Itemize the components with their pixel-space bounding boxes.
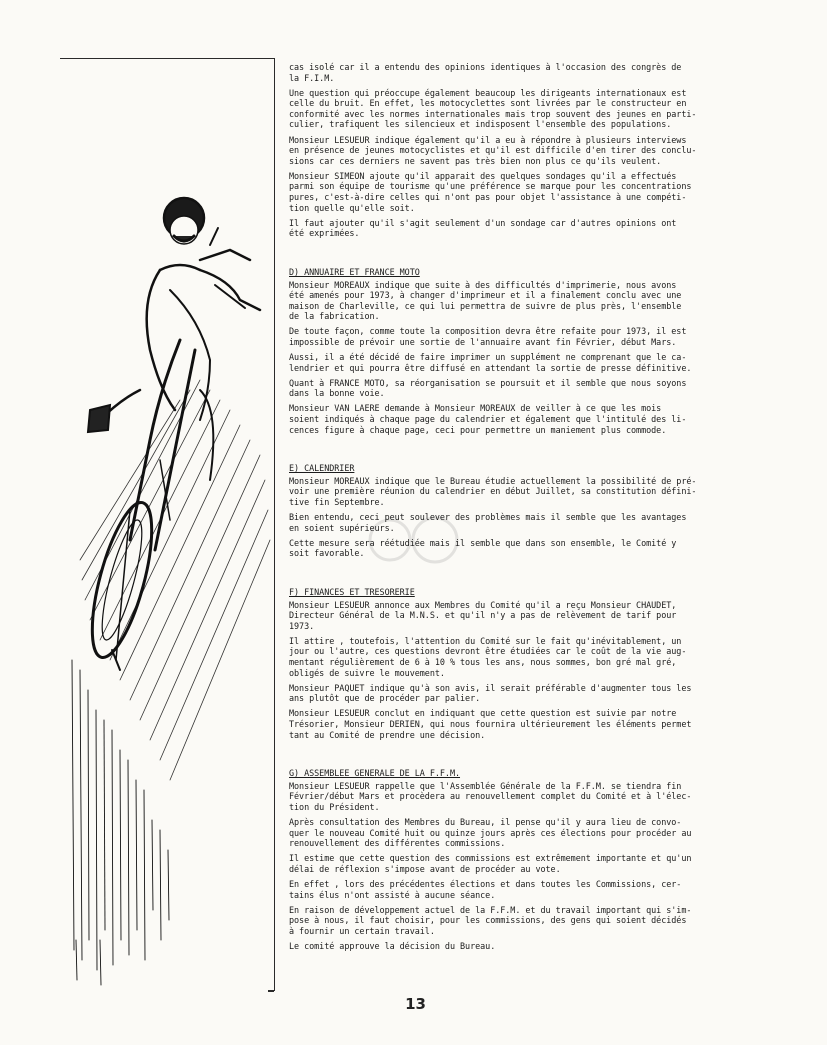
section-paragraph: En raison de développement actuel de la F.F.M. et du travail important qui s'im- pose à nous, il faut choisir, pour les commissions, des gens qui soient décidés à fournir un certain travail.	[289, 904, 692, 936]
section-paragraph: En effet , lors des précédentes élections et dans toutes les Commissions, cer- tains élus n'ont assisté à aucune séance.	[289, 879, 682, 900]
intro-paragraph: Il faut ajouter qu'il s'agit seulement d'un sondage car d'autres opinions ont été exprimées.	[289, 217, 677, 239]
section-paragraph: Monsieur VAN LAERE demande à Monsieur MOREAUX de veiller à ce que les mois soient indiqués à chaque page du calendrier et également que l'intitulé des li- cences figure à chaque page, ceci pour permettre un maniement plus commode.	[289, 403, 687, 435]
section-paragraph: Monsieur LESUEUR annonce aux Membres du Comité qu'il a reçu Monsieur CHAUDET, Directeur Général de la M.N.S. et qu'il n'y a pas de relèvement de tarif pour 1973.	[289, 599, 677, 631]
section-paragraph: Monsieur LESUEUR rappelle que l'Assemblée Générale de la F.F.M. se tiendra fin Février/début Mars et procèdera au renouvellement complet du Comité et à l'élec- tion du Président.	[289, 780, 692, 812]
section-paragraph: Monsieur MOREAUX indique que suite à des difficultés d'imprimerie, nous avons été amenés pour 1973, à changer d'imprimeur et il a finalement conclu avec une maison de Charleville, ce qui lui permettra de suivre de plus près, l'ensemble de la fabrication.	[289, 279, 682, 322]
text-column	[289, 62, 769, 956]
motorcyclist-illustration	[60, 60, 274, 990]
intro-paragraph: Monsieur LESUEUR indique également qu'il a eu à répondre à plusieurs interviews en présence de jeunes motocyclistes et qu'il est difficile d'en tirer des conclu- sions car ces derniers ne savent pas très bien non plus ce qu'ils veulent.	[289, 134, 697, 166]
section-paragraph: Bien entendu, ceci peut soulever des problèmes mais il semble que les avantages en soient supérieurs.	[289, 512, 687, 533]
section-paragraph: Monsieur PAQUET indique qu'à son avis, il serait préférable d'augmenter tous les ans plutôt que de procéder par palier.	[289, 682, 692, 704]
section-paragraph: Il attire , toutefois, l'attention du Comité sur le fait qu'inévitablement, un jour ou l'autre, ces questions devront être étudiées car le coût de la vie aug- mentant régulièrement de 6 à 10 % tous les ans, nous sommes, bon gré mal gré, obligés de suivre le mouvement.	[289, 635, 687, 678]
section-paragraph: Après consultation des Membres du Bureau, il pense qu'il y aura lieu de convo- quer le nouveau Comité huit ou quinze jours après ces élections pour procéder au renouvellement des différentes commissions.	[289, 817, 692, 849]
section-heading-annuaire: D) ANNUAIRE ET FRANCE MOTO	[289, 266, 420, 277]
section-paragraph: Monsieur MOREAUX indique que le Bureau étudie actuellement la possibilité de pré- voir une première réunion du calendrier en début Juillet, sa constitution défini- tive fin Septembre.	[289, 475, 697, 507]
intro-paragraph: cas isolé car il a entendu des opinions identiques à l'occasion des congrès de la F.I.M.	[289, 62, 682, 83]
intro-paragraph: Une question qui préoccupe également beaucoup les dirigeants internationaux est celle du bruit. En effet, les motocyclettes sont livrées par le constructeur en conformité avec les normes internationales mais trop souvent des jeunes en parti- culier, trafiquent les silencieux et indisposent l'ensemble des populations.	[289, 87, 697, 130]
section-heading-calendrier: E) CALENDRIER	[289, 463, 355, 474]
section-paragraph: Cette mesure sera réétudiée mais il semble que dans son ensemble, le Comité y soit favorable.	[289, 537, 677, 559]
intro-paragraph: Monsieur SIMEON ajoute qu'il apparait des quelques sondages qu'il a effectués parmi son équipe de tourisme qu'une préférence se marque pour les concentrations pures, c'est-à-dire celles qui n'ont pas pour objet l'assistance à une compéti- tion quelle qu'elle soit.	[289, 170, 692, 213]
section-paragraph: De toute façon, comme toute la composition devra être refaite pour 1973, il est impossible de prévoir une sortie de l'annuaire avant fin Février, début Mars.	[289, 326, 687, 347]
section-paragraph: Monsieur LESUEUR conclut en indiquant que cette question est suivie par notre Trésorier, Monsieur DERIEN, qui nous fournira ultérieurement les éléments permet tant au Comité de prendre une décision.	[289, 708, 692, 740]
section-paragraph: Le comité approuve la décision du Bureau.	[289, 941, 496, 951]
page-number: 13	[405, 995, 426, 1013]
illustration-frame-tick	[268, 990, 274, 992]
section-paragraph: Il estime que cette question des commissions est extrêmement importante et qu'un délai de réflexion s'impose avant de procéder au vote.	[289, 853, 692, 874]
section-heading-finances: F) FINANCES ET TRESORERIE	[289, 586, 415, 597]
section-heading-assemblee: G) ASSEMBLEE GENERALE DE LA F.F.M.	[289, 768, 461, 779]
section-paragraph: Quant à FRANCE MOTO, sa réorganisation se poursuit et il semble que nous soyons dans la bonne voie.	[289, 377, 687, 399]
section-paragraph: Aussi, il a été décidé de faire imprimer un supplément ne comprenant que le ca- lendrier et qui pourra être diffusé en attendant la sortie de presse définitive.	[289, 352, 692, 373]
